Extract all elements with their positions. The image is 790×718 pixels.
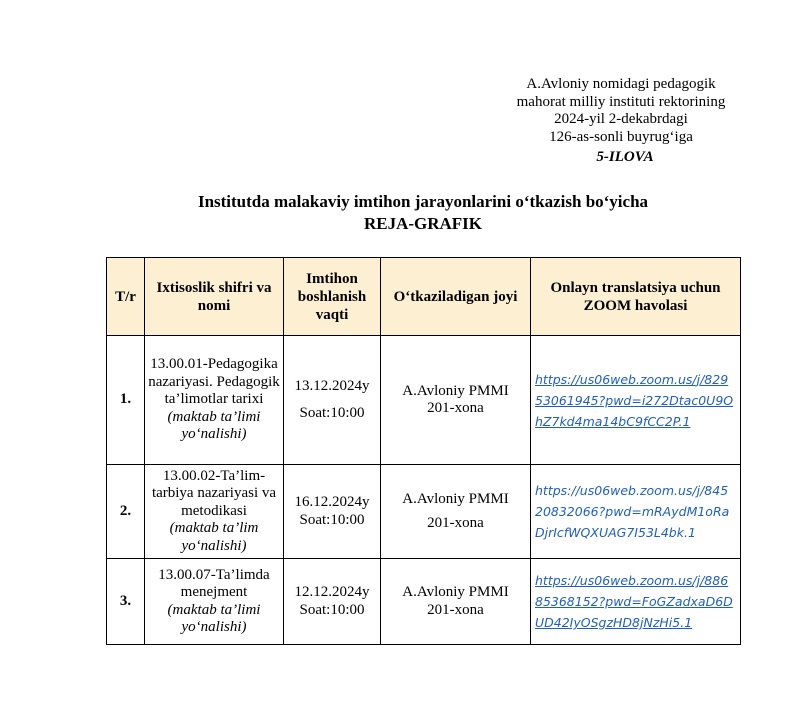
- title-line-2: REJA-GRAFIK: [363, 214, 483, 233]
- zoom-link[interactable]: https://us06web.zoom.us/j/84520832066?pwd=mRAydM1oRaDjrIcfWQXUAG7I53L4bk.1: [535, 483, 730, 540]
- spec-direction: (maktab ta’lim yo‘nalishi): [169, 520, 259, 554]
- header-time: Imtihon boshlanish vaqti: [284, 258, 381, 336]
- row-place: [381, 559, 531, 645]
- row-time: [284, 559, 381, 645]
- table-row: [107, 336, 741, 465]
- place-institute: A.Avloniy PMMI: [402, 491, 509, 507]
- exam-hour: Soat:10:00: [299, 405, 365, 421]
- row-time: [284, 465, 381, 559]
- order-line-4: 126-as-sonli buyrug‘iga: [549, 128, 693, 145]
- exam-hour: Soat:10:00: [299, 511, 365, 528]
- row-place: [381, 465, 531, 559]
- row-spec: [145, 465, 284, 559]
- table-row: [107, 559, 741, 645]
- order-line-2: mahorat milliy instituti rektorining: [516, 93, 726, 110]
- spec-name: 13.00.02-Ta’lim-tarbiya nazariyasi va metodikasi: [151, 467, 277, 519]
- row-link: [531, 559, 741, 645]
- schedule-table: [106, 257, 741, 645]
- row-spec: [145, 336, 284, 465]
- spec-direction: (maktab ta’limi yo‘nalishi): [167, 408, 261, 443]
- header-link: Onlayn translatsiya uchun ZOOM havolasi: [531, 258, 741, 336]
- exam-date: 13.12.2024y: [294, 377, 370, 394]
- table-header-row: [107, 258, 741, 336]
- place-room: 201-xona: [427, 601, 484, 618]
- order-line-1: A.Avloniy nomidagi pedagogik: [526, 76, 716, 92]
- exam-date: 12.12.2024y: [294, 584, 370, 600]
- row-num: 1.: [107, 336, 145, 465]
- row-link: [531, 465, 741, 559]
- spec-name: 13.00.01-Pedagogika nazariyasi. Pedagogik ta’limotlar tarixi: [148, 356, 280, 408]
- row-time: [284, 336, 381, 465]
- exam-hour: Soat:10:00: [299, 601, 365, 618]
- row-num: 3.: [107, 559, 145, 645]
- title-line-1: Institutda malakaviy imtihon jarayonlarini o‘tkazish bo‘yicha: [197, 192, 649, 211]
- exam-date: 16.12.2024y: [294, 494, 370, 510]
- spec-direction: (maktab ta’limi yo‘nalishi): [167, 601, 261, 635]
- table-row: [107, 465, 741, 559]
- row-link: [531, 336, 741, 465]
- appendix-label: 5-ILOVA: [596, 149, 654, 165]
- row-num: 2.: [107, 465, 145, 559]
- spec-name: 13.00.07-Ta’limda menejment: [158, 566, 270, 600]
- place-room: 201-xona: [427, 514, 484, 531]
- order-reference: [490, 76, 752, 167]
- header-num: T/r: [107, 258, 145, 336]
- zoom-link[interactable]: https://us06web.zoom.us/j/82953061945?pwd=i272Dtac0U9OhZ7kd4ma14bC9fCC2P.1: [535, 371, 734, 429]
- header-spec: Ixtisoslik shifri va nomi: [145, 258, 284, 336]
- order-line-3: 2024-yil 2-dekabrdagi: [554, 111, 688, 127]
- row-spec: [145, 559, 284, 645]
- place-institute: A.Avloniy PMMI: [402, 584, 509, 600]
- place-room: 201-xona: [427, 400, 484, 416]
- document-title: [106, 191, 740, 235]
- place-institute: A.Avloniy PMMI: [402, 382, 509, 399]
- header-place: O‘tkaziladigan joyi: [381, 258, 531, 336]
- row-place: [381, 336, 531, 465]
- zoom-link[interactable]: https://us06web.zoom.us/j/88685368152?pwd=FoGZadxaD6DUD42IyOSgzHD8jNzHi5.1: [535, 573, 733, 630]
